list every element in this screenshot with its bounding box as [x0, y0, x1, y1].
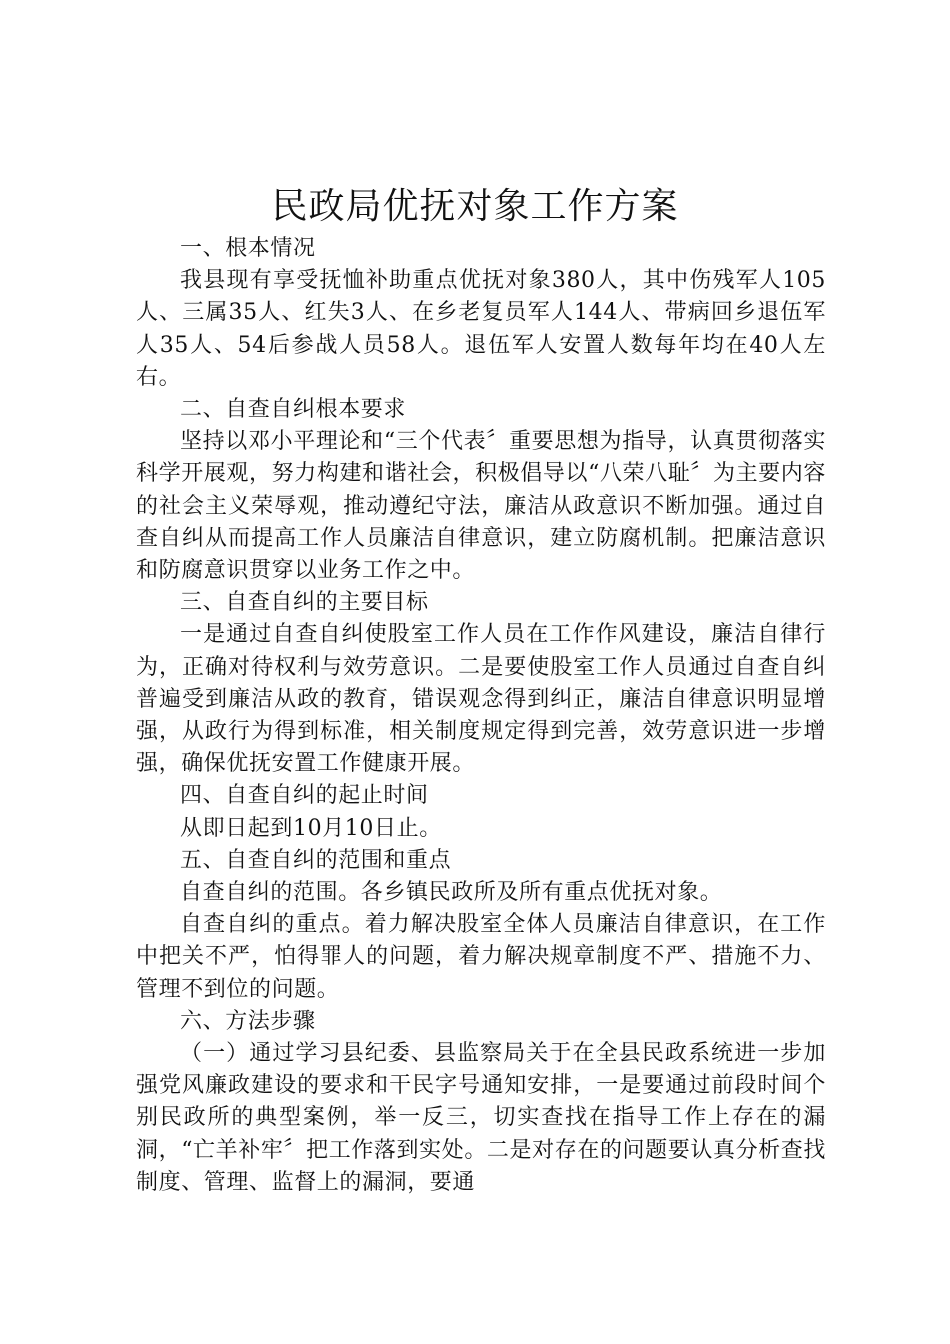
section-4-paragraph-1: 从即日起到10月10日止。 — [180, 815, 442, 841]
section-heading-4: 四、自查自纠的起止时间 — [180, 783, 429, 809]
document-body — [136, 233, 826, 1199]
section-heading-1: 一、根本情况 — [180, 236, 316, 261]
section-6-paragraph-1: （一）通过学习县纪委、县监察局关于在全县民政系统进一步加强党风廉政建设的要求和干民字号通知安排，一是要通过前段时间个别民政所的典型案例，举一反三，切实查找在指导工作上存在的漏洞，“亡羊补牢〞把工作落到实处。二是对存在的问题要认真分析查找制度、管理、监督上的漏洞，要通 — [136, 1041, 826, 1195]
section-heading-2: 二、自查自纠根本要求 — [180, 397, 407, 423]
section-5-paragraph-1: 自查自纠的范围。各乡镇民政所及所有重点优抚对象。 — [180, 880, 723, 906]
section-heading-3: 三、自查自纠的主要目标 — [180, 590, 429, 616]
section-3-paragraph-1: 一是通过自查自纠使股室工作人员在工作作风建设，廉洁自律行为，正确对待权利与效劳意识。二是要使股室工作人员通过自查自纠普遍受到廉洁从政的教育，错误观念得到纠正，廉洁自律意识明显增强，从政行为得到标准，相关制度规定得到完善，效劳意识进一步增强，确保优抚安置工作健康开展。 — [136, 622, 826, 777]
section-1-paragraph-1: 我县现有享受抚恤补助重点优抚对象380人，其中伤残军人105人、三属35人、红失3人、在乡老复员军人144人、带病回乡退伍军人35人、54后参战人员58人。退伍军人安置人数每年均在40人左右。 — [136, 268, 826, 390]
section-heading-5: 五、自查自纠的范围和重点 — [180, 847, 452, 873]
section-heading-6: 六、方法步骤 — [180, 1008, 316, 1034]
document-title: 民政局优抚对象工作方案 — [271, 186, 679, 227]
section-2-paragraph-1: 坚持以邓小平理论和“三个代表〞重要思想为指导，认真贯彻落实科学开展观，努力构建和谐社会，积极倡导以“八荣八耻〞为主要内容的社会主义荣辱观，推动遵纪守法，廉洁从政意识不断加强。通过自查自纠从而提高工作人员廉洁自律意识，建立防腐机制。把廉洁意识和防腐意识贯穿以业务工作之中。 — [136, 429, 826, 584]
section-5-paragraph-2: 自查自纠的重点。着力解决股室全体人员廉洁自律意识，在工作中把关不严，怕得罪人的问题，着力解决规章制度不严、措施不力、管理不到位的问题。 — [136, 912, 826, 1002]
